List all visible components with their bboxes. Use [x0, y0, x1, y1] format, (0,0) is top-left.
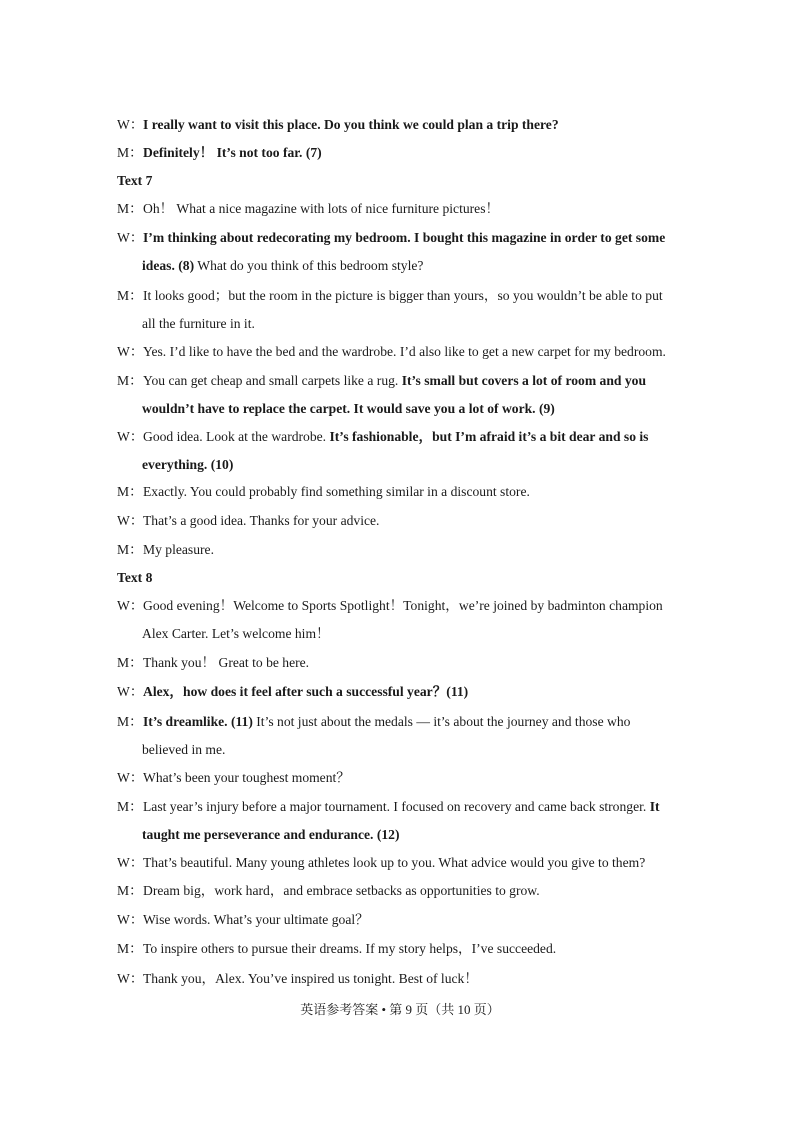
dialogue-line [117, 713, 692, 731]
dialogue-line [117, 970, 692, 988]
dialogue-text: Thank you！ Great to be here. [143, 655, 310, 670]
speaker-label: M： [117, 542, 143, 557]
speaker-label: W： [117, 684, 144, 699]
dialogue-text: You can get cheap and small carpets like a rug. [143, 373, 402, 388]
section-heading: Text 7 [117, 173, 153, 188]
dialogue-line [117, 200, 692, 218]
answer-text: It [649, 799, 660, 814]
dialogue-text: Good idea. Look at the wardrobe. [143, 429, 330, 444]
section-heading: Text 8 [117, 570, 153, 585]
dialogue-text: believed in me. [142, 742, 226, 757]
dialogue-line [117, 229, 692, 247]
dialogue-text: That’s beautiful. Many young athletes look up to you. What advice would you give to them? [143, 855, 646, 870]
dialogue-line [117, 597, 692, 615]
speaker-label: M： [117, 145, 143, 160]
answer-text: I really want to visit this place. Do you think we could plan a trip there? [143, 117, 559, 132]
dialogue-text: Yes. I’d like to have the bed and the wardrobe. I’d also like to get a new carpet for my bedroom. [143, 344, 666, 359]
speaker-label: M： [117, 799, 143, 814]
dialogue-line [117, 854, 692, 872]
dialogue-text: all the furniture in it. [142, 316, 255, 331]
dialogue-text: Last year’s injury before a major tournament. I focused on recovery and came back stronger. [143, 799, 650, 814]
speaker-label: W： [117, 770, 144, 785]
dialogue-text: Alex Carter. Let’s welcome him！ [142, 626, 330, 641]
dialogue-text: To inspire others to pursue their dreams. If my story helps，I’ve succeeded. [143, 941, 557, 956]
dialogue-line-continuation [142, 625, 692, 643]
speaker-label: M： [117, 941, 143, 956]
dialogue-line [117, 116, 692, 134]
speaker-label: M： [117, 883, 143, 898]
answer-text: taught me perseverance and endurance. (12) [142, 827, 400, 842]
dialogue-text: Thank you，Alex. You’ve inspired us tonight. Best of luck！ [143, 971, 478, 986]
speaker-label: M： [117, 288, 143, 303]
dialogue-line [117, 144, 692, 162]
dialogue-text: Good evening！Welcome to Sports Spotlight！Tonight，we’re joined by badminton champion [143, 598, 663, 613]
answer-text: Alex，how does it feel after such a successful year？(11) [143, 684, 469, 699]
dialogue-line [117, 911, 692, 929]
dialogue-line [117, 683, 692, 701]
dialogue-line [117, 769, 692, 787]
speaker-label: W： [117, 912, 144, 927]
dialogue-text: What’s been your toughest moment？ [143, 770, 350, 785]
answer-text: wouldn’t have to replace the carpet. It would save you a lot of work. (9) [142, 401, 555, 416]
dialogue-line [117, 940, 692, 958]
speaker-label: M： [117, 714, 143, 729]
speaker-label: W： [117, 117, 144, 132]
answer-text: It’s small but covers a lot of room and you [401, 373, 647, 388]
dialogue-text: Dream big，work hard，and embrace setbacks as opportunities to grow. [143, 883, 540, 898]
answer-text: I’m thinking about redecorating my bedroom. I bought this magazine in order to get some [143, 230, 666, 245]
dialogue-line [117, 428, 692, 446]
speaker-label: W： [117, 855, 144, 870]
dialogue-line [117, 798, 692, 816]
speaker-label: M： [117, 484, 143, 499]
speaker-label: W： [117, 429, 144, 444]
page-footer: 英语参考答案 • 第 9 页（共 10 页） [300, 1002, 500, 1017]
dialogue-line [117, 343, 692, 361]
answer-text: ideas. (8) [142, 258, 195, 273]
answer-text: Definitely！ It’s not too far. (7) [143, 145, 322, 160]
dialogue-text: That’s a good idea. Thanks for your advice. [143, 513, 380, 528]
answer-text: It’s dreamlike. (11) [143, 714, 253, 729]
dialogue-line [117, 882, 692, 900]
speaker-label: W： [117, 513, 144, 528]
dialogue-text: My pleasure. [143, 542, 214, 557]
dialogue-line-continuation [142, 315, 692, 333]
dialogue-line [117, 372, 692, 390]
dialogue-line-continuation [142, 456, 692, 474]
dialogue-line [117, 541, 692, 559]
dialogue-text: Oh！ What a nice magazine with lots of nice furniture pictures！ [143, 201, 500, 216]
speaker-label: W： [117, 344, 144, 359]
dialogue-text: Wise words. What’s your ultimate goal？ [143, 912, 369, 927]
dialogue-line [117, 483, 692, 501]
dialogue-line [117, 654, 692, 672]
answer-text: everything. (10) [142, 457, 234, 472]
dialogue-text: It looks good；but the room in the picture is bigger than yours，so you wouldn’t be able to put [143, 288, 663, 303]
dialogue-line-continuation [142, 257, 692, 275]
dialogue-line [117, 287, 692, 305]
dialogue-line [117, 512, 692, 530]
dialogue-line-continuation [142, 826, 692, 844]
speaker-label: M： [117, 655, 143, 670]
dialogue-line-continuation [142, 400, 692, 418]
answer-text: It’s fashionable，but I’m afraid it’s a bit dear and so is [329, 429, 649, 444]
speaker-label: W： [117, 230, 144, 245]
dialogue-text: What do you think of this bedroom style? [194, 258, 424, 273]
dialogue-line-continuation [142, 741, 692, 759]
speaker-label: W： [117, 598, 144, 613]
speaker-label: M： [117, 373, 143, 388]
speaker-label: W： [117, 971, 144, 986]
speaker-label: M： [117, 201, 143, 216]
dialogue-text: Exactly. You could probably find something similar in a discount store. [143, 484, 530, 499]
dialogue-text: It’s not just about the medals — it’s about the journey and those who [252, 714, 631, 729]
